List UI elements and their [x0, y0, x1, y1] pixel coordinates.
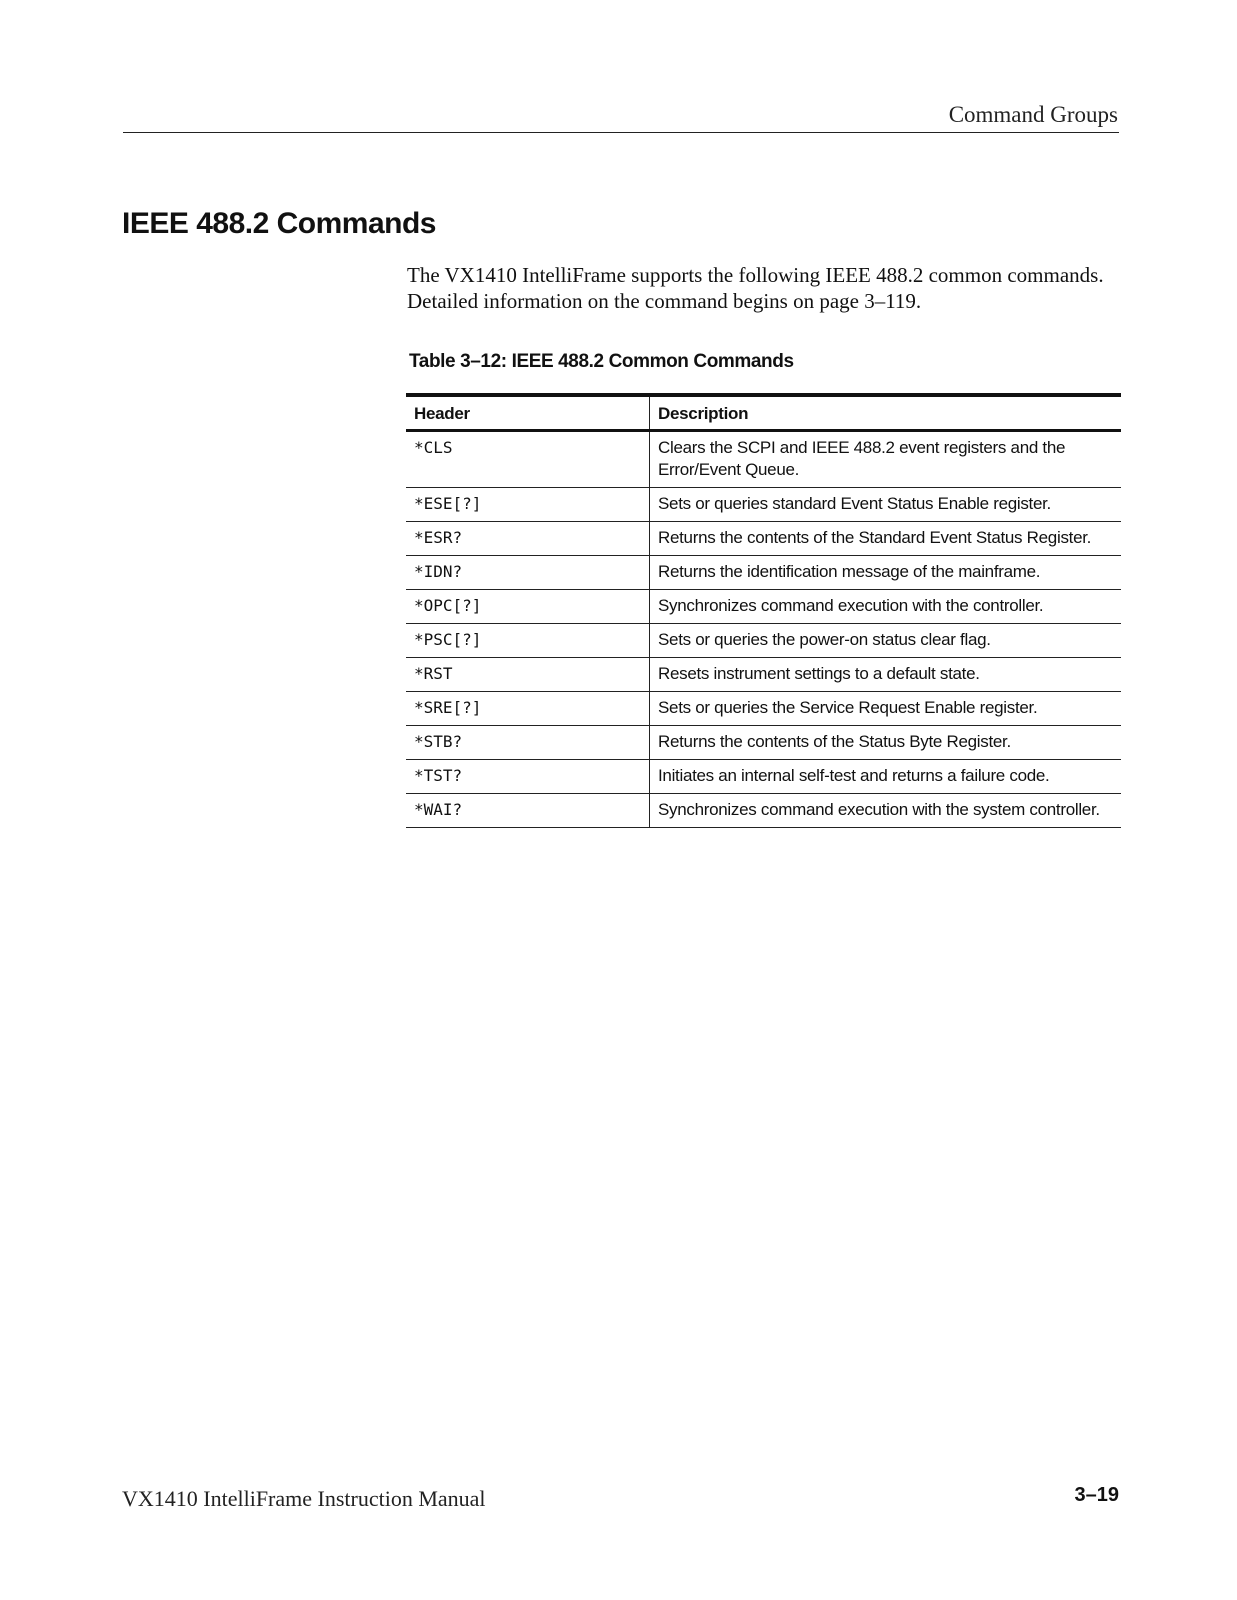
command-description-cell: Sets or queries the Service Request Enable register. — [650, 692, 1122, 726]
command-header-cell: *TST? — [406, 760, 650, 794]
command-header-cell: *ESR? — [406, 522, 650, 556]
header-rule — [123, 132, 1119, 133]
command-description-cell: Returns the contents of the Standard Event Status Register. — [650, 522, 1122, 556]
footer-page-number: 3–19 — [1074, 1484, 1119, 1506]
command-description-cell: Sets or queries standard Event Status Enable register. — [650, 488, 1122, 522]
column-header-header: Header — [406, 395, 650, 431]
section-title: IEEE 488.2 Commands — [122, 207, 436, 240]
table-row — [406, 726, 1121, 760]
command-header-cell: *SRE[?] — [406, 692, 650, 726]
command-description-cell: Initiates an internal self-test and returns a failure code. — [650, 760, 1122, 794]
command-description-cell: Synchronizes command execution with the system controller. — [650, 794, 1122, 828]
table-row — [406, 624, 1121, 658]
command-header-cell: *ESE[?] — [406, 488, 650, 522]
table-row — [406, 590, 1121, 624]
table-caption: Table 3–12: IEEE 488.2 Common Commands — [409, 351, 794, 372]
table-row — [406, 488, 1121, 522]
command-header-cell: *CLS — [406, 431, 650, 488]
table-row — [406, 556, 1121, 590]
command-description-cell: Sets or queries the power-on status clear flag. — [650, 624, 1122, 658]
command-header-cell: *IDN? — [406, 556, 650, 590]
footer-manual-title: VX1410 IntelliFrame Instruction Manual — [122, 1486, 486, 1511]
command-header-cell: *OPC[?] — [406, 590, 650, 624]
command-header-cell: *STB? — [406, 726, 650, 760]
table-row — [406, 692, 1121, 726]
commands-table — [406, 393, 1121, 828]
command-header-cell: *PSC[?] — [406, 624, 650, 658]
table-row — [406, 522, 1121, 556]
table-row — [406, 760, 1121, 794]
table-row — [406, 431, 1121, 488]
column-header-description: Description — [650, 395, 1122, 431]
table-header-row — [406, 395, 1121, 431]
running-head: Command Groups — [948, 102, 1118, 127]
intro-paragraph: The VX1410 IntelliFrame supports the following IEEE 488.2 common commands. Detailed information on the command begins on page 3–119. — [407, 263, 1104, 313]
table-row — [406, 658, 1121, 692]
command-header-cell: *WAI? — [406, 794, 650, 828]
command-description-cell: Returns the identification message of the mainframe. — [650, 556, 1122, 590]
command-description-cell: Synchronizes command execution with the controller. — [650, 590, 1122, 624]
command-description-cell: Resets instrument settings to a default state. — [650, 658, 1122, 692]
command-description-cell: Returns the contents of the Status Byte Register. — [650, 726, 1122, 760]
command-header-cell: *RST — [406, 658, 650, 692]
table-row — [406, 794, 1121, 828]
command-description-cell: Clears the SCPI and IEEE 488.2 event registers and the Error/Event Queue. — [650, 431, 1122, 488]
